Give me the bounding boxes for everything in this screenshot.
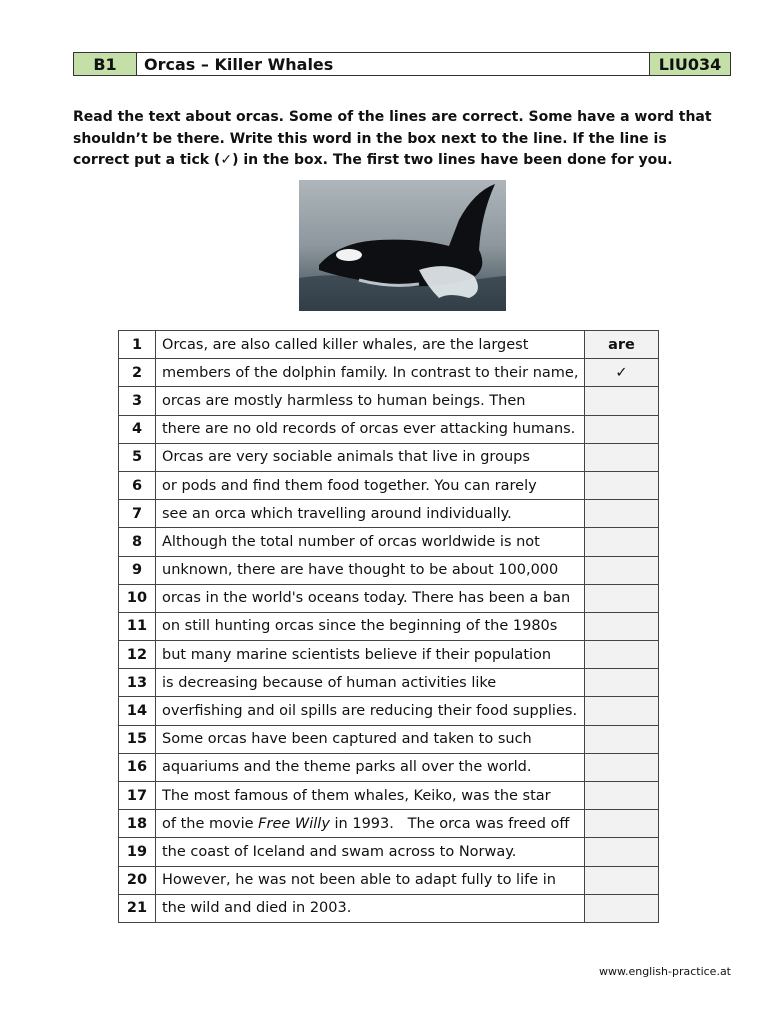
exercise-row [119,415,659,443]
answer-box[interactable] [585,866,659,894]
line-number: 19 [119,838,156,866]
answer-box[interactable] [585,584,659,612]
line-number: 15 [119,725,156,753]
line-number: 12 [119,641,156,669]
answer-box[interactable]: ✓ [585,359,659,387]
line-text: Orcas, are also called killer whales, are the largest [156,331,585,359]
answer-box[interactable] [585,810,659,838]
line-text: there are no old records of orcas ever attacking humans. [156,415,585,443]
exercise-row [119,471,659,499]
line-number: 17 [119,782,156,810]
answer-box[interactable] [585,556,659,584]
line-number: 13 [119,669,156,697]
exercise-row [119,584,659,612]
exercise-row [119,838,659,866]
line-number: 10 [119,584,156,612]
exercise-row [119,387,659,415]
line-text: members of the dolphin family. In contrast to their name, [156,359,585,387]
answer-box[interactable]: are [585,331,659,359]
line-number: 14 [119,697,156,725]
line-number: 3 [119,387,156,415]
line-text: the coast of Iceland and swam across to Norway. [156,838,585,866]
line-text-end: in 1993. The orca was freed off [329,815,570,832]
answer-box[interactable] [585,669,659,697]
orca-photo [299,180,506,311]
answer-box[interactable] [585,471,659,499]
line-text: aquariums and the theme parks all over the world. [156,753,585,781]
answer-box[interactable] [585,697,659,725]
movie-title: Free Willy [258,815,330,832]
exercise-row [119,556,659,584]
answer-box[interactable] [585,782,659,810]
line-text: overfishing and oil spills are reducing their food supplies. [156,697,585,725]
answer-box[interactable] [585,838,659,866]
line-text: unknown, there are have thought to be about 100,000 [156,556,585,584]
exercise-row [119,725,659,753]
worksheet-code: LIU034 [650,53,731,76]
exercise-row [119,810,659,838]
line-number: 6 [119,471,156,499]
exercise-table [118,330,659,923]
worksheet-header [73,52,731,76]
line-text: Although the total number of orcas worldwide is not [156,528,585,556]
line-number: 21 [119,894,156,922]
line-text: the wild and died in 2003. [156,894,585,922]
exercise-row [119,641,659,669]
line-number: 4 [119,415,156,443]
answer-box[interactable] [585,528,659,556]
line-number: 9 [119,556,156,584]
line-text: Some orcas have been captured and taken to such [156,725,585,753]
answer-box[interactable] [585,500,659,528]
answer-box[interactable] [585,415,659,443]
line-text: see an orca which travelling around individually. [156,500,585,528]
line-number: 5 [119,443,156,471]
exercise-row [119,753,659,781]
line-text: The most famous of them whales, Keiko, was the star [156,782,585,810]
exercise-row [119,528,659,556]
line-number: 2 [119,359,156,387]
instructions-text: Read the text about orcas. Some of the lines are correct. Some have a word that shouldn’t be there. Write this word in the box next to the line. If the line is correct put a tick (✓) in the box. The first two lines have been done for you. [73,109,712,168]
line-number: 8 [119,528,156,556]
exercise-row [119,697,659,725]
line-text: or pods and find them food together. You can rarely [156,471,585,499]
line-text: orcas are mostly harmless to human beings. Then [156,387,585,415]
exercise-row [119,500,659,528]
line-text: is decreasing because of human activities like [156,669,585,697]
line-text-start: of the movie [162,815,259,832]
line-text: but many marine scientists believe if their population [156,641,585,669]
answer-box[interactable] [585,387,659,415]
line-text: However, he was not been able to adapt fully to life in [156,866,585,894]
line-text [156,810,585,838]
exercise-row [119,866,659,894]
exercise-row [119,359,659,387]
footer-url: www.english-practice.at [598,965,731,978]
answer-box[interactable] [585,641,659,669]
exercise-row [119,331,659,359]
answer-box[interactable] [585,753,659,781]
line-text: on still hunting orcas since the beginning of the 1980s [156,612,585,640]
answer-box[interactable] [585,894,659,922]
line-number: 7 [119,500,156,528]
exercise-row [119,443,659,471]
line-number: 1 [119,331,156,359]
line-number: 16 [119,753,156,781]
exercise-row [119,669,659,697]
line-text: orcas in the world's oceans today. There has been a ban [156,584,585,612]
line-text: Orcas are very sociable animals that live in groups [156,443,585,471]
exercise-row [119,782,659,810]
level-badge: B1 [74,53,137,76]
exercise-row [119,894,659,922]
line-number: 11 [119,612,156,640]
answer-box[interactable] [585,612,659,640]
exercise-row [119,612,659,640]
answer-box[interactable] [585,443,659,471]
line-number: 18 [119,810,156,838]
answer-box[interactable] [585,725,659,753]
line-number: 20 [119,866,156,894]
worksheet-title: Orcas – Killer Whales [137,53,650,76]
